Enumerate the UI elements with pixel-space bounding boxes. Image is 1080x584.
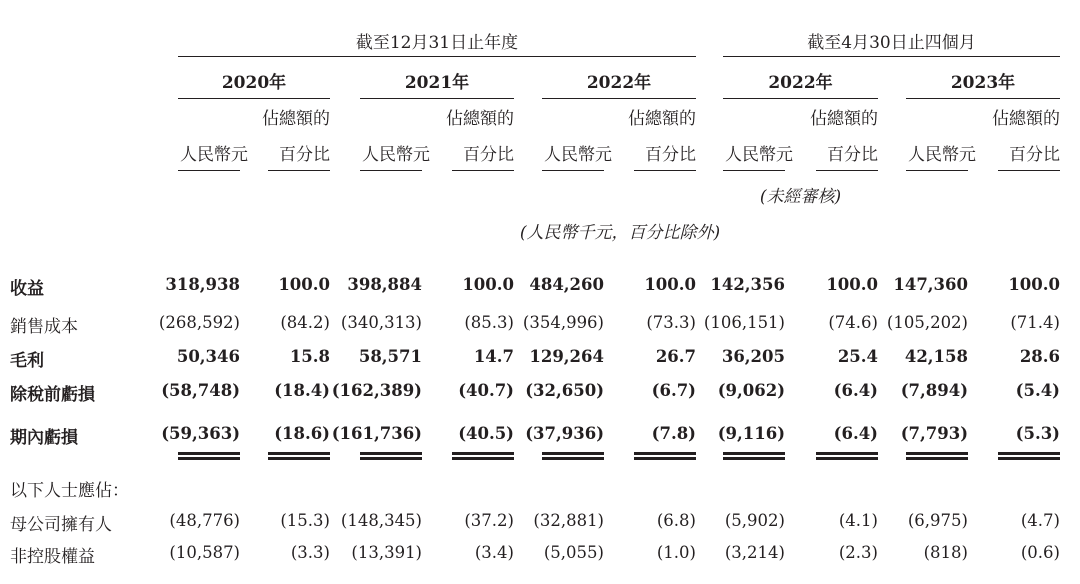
- double-underline: [906, 452, 968, 460]
- attributable-row-label: 母公司擁有人: [10, 515, 112, 535]
- double-underline: [542, 452, 604, 460]
- table-row-cell: 42,158: [904, 347, 968, 366]
- table-row-cell: (85.3): [464, 313, 514, 332]
- col-rule: [723, 170, 785, 171]
- attributable-row-cell: (2.3): [838, 543, 878, 562]
- attributable-row-cell: (1.0): [656, 543, 696, 562]
- attributable-row-cell: (6.8): [656, 511, 696, 530]
- attributable-row-cell: (4.7): [1020, 511, 1060, 530]
- year-rule-2021: [360, 98, 514, 99]
- unaudited-note: (未經審核): [759, 187, 842, 207]
- attributable-row-cell: (37.2): [464, 511, 514, 530]
- table-row-cell: (18.6): [274, 424, 330, 443]
- table-row-cell: (9,116): [717, 424, 785, 443]
- year-rule-2023: [906, 98, 1060, 99]
- col-pct-2023: 佔總額的 百分比: [992, 109, 1060, 165]
- table-row-cell: (161,736): [331, 424, 422, 443]
- double-underline: [178, 452, 240, 460]
- col-rmb-2023: 人民幣元: [908, 145, 976, 165]
- attributable-row-cell: (0.6): [1020, 543, 1060, 562]
- year-header-2022-four-months: 2022年: [768, 73, 833, 93]
- table-row-cell: 100.0: [1008, 275, 1060, 294]
- table-row-cell: (7,793): [900, 424, 968, 443]
- table-row-cell: 14.7: [473, 347, 514, 366]
- table-row-cell: (6.4): [833, 424, 878, 443]
- table-row-cell: (71.4): [1010, 313, 1060, 332]
- table-row-cell: (18.4): [274, 381, 330, 400]
- col-rmb-2020: 人民幣元: [180, 145, 248, 165]
- group-header-full-year: 截至12月31日止年度: [355, 33, 519, 53]
- table-row-cell: (7,894): [900, 381, 968, 400]
- table-row-cell: (6.7): [651, 381, 696, 400]
- table-row-cell: 25.4: [837, 347, 878, 366]
- group-header-four-months: 截至4月30日止四個月: [807, 33, 976, 53]
- table-row-label: 收益: [10, 279, 44, 299]
- double-underline: [816, 452, 878, 460]
- col-rule: [452, 170, 514, 171]
- table-row-cell: (59,363): [161, 424, 240, 443]
- col-rmb-2022-four-months: 人民幣元: [725, 145, 793, 165]
- table-row-cell: (106,151): [703, 313, 785, 332]
- table-row-cell: 484,260: [529, 275, 604, 294]
- col-rule: [634, 170, 696, 171]
- col-rule: [906, 170, 968, 171]
- attributable-row-cell: (13,391): [351, 543, 422, 562]
- table-row-cell: (40.5): [458, 424, 514, 443]
- attributable-label: 以下人士應佔：: [10, 481, 129, 501]
- table-row-label: 除稅前虧損: [10, 385, 95, 405]
- table-row-cell: 100.0: [278, 275, 330, 294]
- attributable-row-cell: (5,055): [543, 543, 604, 562]
- double-underline: [268, 452, 330, 460]
- table-row-cell: (354,996): [522, 313, 604, 332]
- table-row-cell: 398,884: [347, 275, 422, 294]
- attributable-row-cell: (148,345): [340, 511, 422, 530]
- table-row-cell: 26.7: [655, 347, 696, 366]
- year-rule-2022: [542, 98, 696, 99]
- attributable-row-cell: (4.1): [838, 511, 878, 530]
- col-rmb-2021: 人民幣元: [362, 145, 430, 165]
- units-note: (人民幣千元，百分比除外): [519, 223, 721, 243]
- table-row-cell: 100.0: [644, 275, 696, 294]
- table-row-label: 期內虧損: [10, 428, 78, 448]
- attributable-row-cell: (3.4): [474, 543, 514, 562]
- table-row-cell: (32,650): [525, 381, 604, 400]
- table-row-cell: (268,592): [158, 313, 240, 332]
- col-rule: [268, 170, 330, 171]
- col-pct-2021: 佔總額的 百分比: [446, 109, 514, 165]
- attributable-row-cell: (3,214): [724, 543, 785, 562]
- col-pct-2022-four-months: 佔總額的 百分比: [810, 109, 878, 165]
- attributable-row-cell: (3.3): [290, 543, 330, 562]
- table-row-cell: (74.6): [828, 313, 878, 332]
- table-row-cell: (58,748): [161, 381, 240, 400]
- col-rule: [998, 170, 1060, 171]
- year-rule-2022-four-months: [723, 98, 878, 99]
- table-row-label: 毛利: [10, 351, 44, 371]
- year-header-2020: 2020年: [221, 73, 287, 93]
- group-rule-full-year: [178, 56, 696, 57]
- table-row-cell: 50,346: [176, 347, 240, 366]
- attributable-row-cell: (818): [923, 543, 968, 562]
- col-rule: [360, 170, 422, 171]
- table-row-cell: (73.3): [646, 313, 696, 332]
- attributable-row-cell: (10,587): [169, 543, 240, 562]
- table-row-cell: (105,202): [886, 313, 968, 332]
- table-row-cell: (84.2): [280, 313, 330, 332]
- table-row-cell: (5.4): [1015, 381, 1060, 400]
- table-row-cell: 36,205: [721, 347, 785, 366]
- col-rmb-2022: 人民幣元: [544, 145, 612, 165]
- attributable-row-cell: (48,776): [169, 511, 240, 530]
- year-rule-2020: [178, 98, 330, 99]
- double-underline: [634, 452, 696, 460]
- table-row-cell: (5.3): [1015, 424, 1060, 443]
- table-row-cell: (9,062): [717, 381, 785, 400]
- group-rule-four-months: [723, 56, 1060, 57]
- table-row-cell: 142,356: [710, 275, 785, 294]
- attributable-row-cell: (6,975): [907, 511, 968, 530]
- col-pct-2022: 佔總額的 百分比: [628, 109, 696, 165]
- table-row-cell: (6.4): [833, 381, 878, 400]
- year-header-2022: 2022年: [586, 73, 652, 93]
- col-pct-2020: 佔總額的 百分比: [262, 109, 330, 165]
- table-row-cell: 15.8: [289, 347, 330, 366]
- table-row-cell: (40.7): [458, 381, 514, 400]
- attributable-row-label: 非控股權益: [10, 547, 95, 567]
- year-header-2021: 2021年: [404, 73, 470, 93]
- col-rule: [178, 170, 240, 171]
- table-row-cell: 100.0: [826, 275, 878, 294]
- table-row-label: 銷售成本: [10, 317, 78, 337]
- double-underline: [998, 452, 1060, 460]
- table-row-cell: 147,360: [893, 275, 968, 294]
- double-underline: [452, 452, 514, 460]
- table-row-cell: 129,264: [529, 347, 604, 366]
- table-row-cell: 28.6: [1019, 347, 1060, 366]
- table-row-cell: 58,571: [358, 347, 422, 366]
- double-underline: [723, 452, 785, 460]
- table-row-cell: 100.0: [462, 275, 514, 294]
- table-row-cell: (162,389): [331, 381, 422, 400]
- year-header-2023: 2023年: [950, 73, 1016, 93]
- attributable-row-cell: (15.3): [280, 511, 330, 530]
- col-rule: [816, 170, 878, 171]
- col-rule: [542, 170, 604, 171]
- table-row-cell: 318,938: [165, 275, 240, 294]
- attributable-row-cell: (5,902): [724, 511, 785, 530]
- table-row-cell: (340,313): [340, 313, 422, 332]
- double-underline: [360, 452, 422, 460]
- table-row-cell: (7.8): [651, 424, 696, 443]
- attributable-row-cell: (32,881): [533, 511, 604, 530]
- table-row-cell: (37,936): [525, 424, 604, 443]
